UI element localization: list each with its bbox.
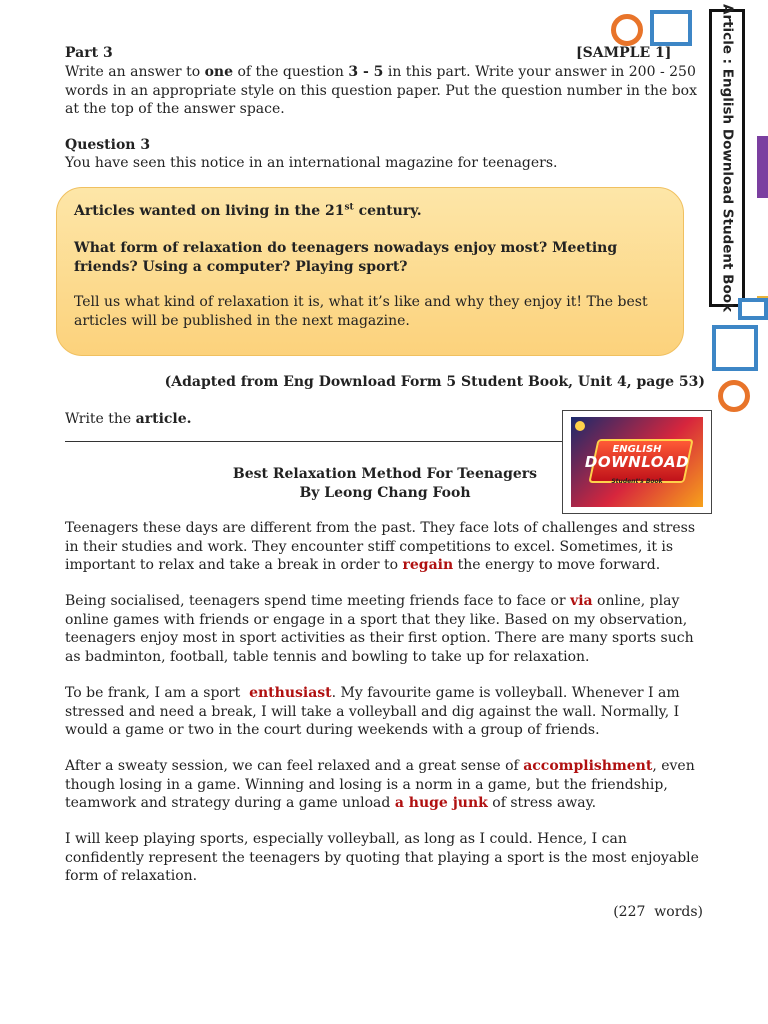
level-badge-icon (575, 421, 585, 431)
blue-square-decoration (650, 10, 692, 46)
essay-paragraph-2: Being socialised, teenagers spend time meeting friends face to face or via online, play online games with friends or engage in a sport that they like. Based on my observation, teenagers enjoy most in sport activities as their first option. There are many sports such as badminton, football, table tennis and bowling to take up for relaxation. (65, 593, 694, 665)
blue-square-decoration (712, 325, 758, 371)
part-header (65, 44, 705, 63)
question-intro: You have seen this notice in an international magazine for teenagers. (65, 155, 558, 171)
part-label: Part 3 (65, 45, 113, 61)
essay-paragraph-1: Teenagers these days are different from the past. They face lots of challenges and stress in their studies and work. They encounter stiff competitions to excel. Sometimes, it is important to relax and take a break in order to regain the energy to move forward. (65, 520, 696, 573)
notice-line-1: Articles wanted on living in the 21st century. (74, 202, 422, 219)
orange-circle-decoration (718, 380, 750, 412)
source-citation: (Adapted from Eng Download Form 5 Student Book, Unit 4, page 53) (164, 374, 705, 390)
cover-line-1: ENGLISH (612, 444, 662, 455)
notice-line-3: Tell us what kind of relaxation it is, what it’s like and why they enjoy it! The best articles will be published in the next magazine. (74, 294, 648, 329)
cover-line-2: DOWNLOAD (584, 453, 690, 471)
essay-byline: By Leong Chang Fooh (299, 485, 471, 501)
purple-strip-decoration (757, 136, 768, 198)
orange-circle-decoration (611, 14, 643, 46)
sample-label: [SAMPLE 1] (576, 45, 672, 61)
essay-title: Best Relaxation Method For Teenagers (232, 466, 538, 482)
essay-paragraph-3: To be frank, I am a sport enthusiast. My favourite game is volleyball. Whenever I am stressed and need a break, I will take a volleyball and dig against the wall. Normally, I would a game or two in the court during weekends with a group of friends. (65, 685, 685, 738)
side-tab (709, 4, 745, 312)
essay-paragraph-4: After a sweaty session, we can feel relaxed and a great sense of accomplishment, even though losing in a game. Winning and losing is a norm in a game, but the friendship, teamwork and strategy during a game unload a huge junk of stress away. (65, 758, 695, 811)
word-count: (227 words) (613, 904, 703, 920)
divider-line (65, 441, 563, 442)
essay-paragraph-5: I will keep playing sports, especially volleyball, as long as I could. Hence, I can confidently represent the teenagers by quoting that playing a sport is the most enjoyable form of relaxation. (65, 831, 699, 884)
side-tab-label: Article : English Download Student Book (719, 4, 736, 312)
notice-line-2: What form of relaxation do teenagers nowadays enjoy most? Meeting friends? Using a computer? Playing sport? (74, 240, 618, 275)
cover-line-3: Student's Book (611, 478, 663, 485)
question-title: Question 3 (65, 137, 151, 153)
task-line: Write the article. (65, 411, 192, 427)
part-instructions: Write an answer to one of the question 3 - 5 in this part. Write your answer in 200 - 250 words in an appropriate style on this question paper. Put the question number in the box at the top of the answer space. (65, 64, 697, 117)
blue-square-decoration (738, 298, 768, 320)
